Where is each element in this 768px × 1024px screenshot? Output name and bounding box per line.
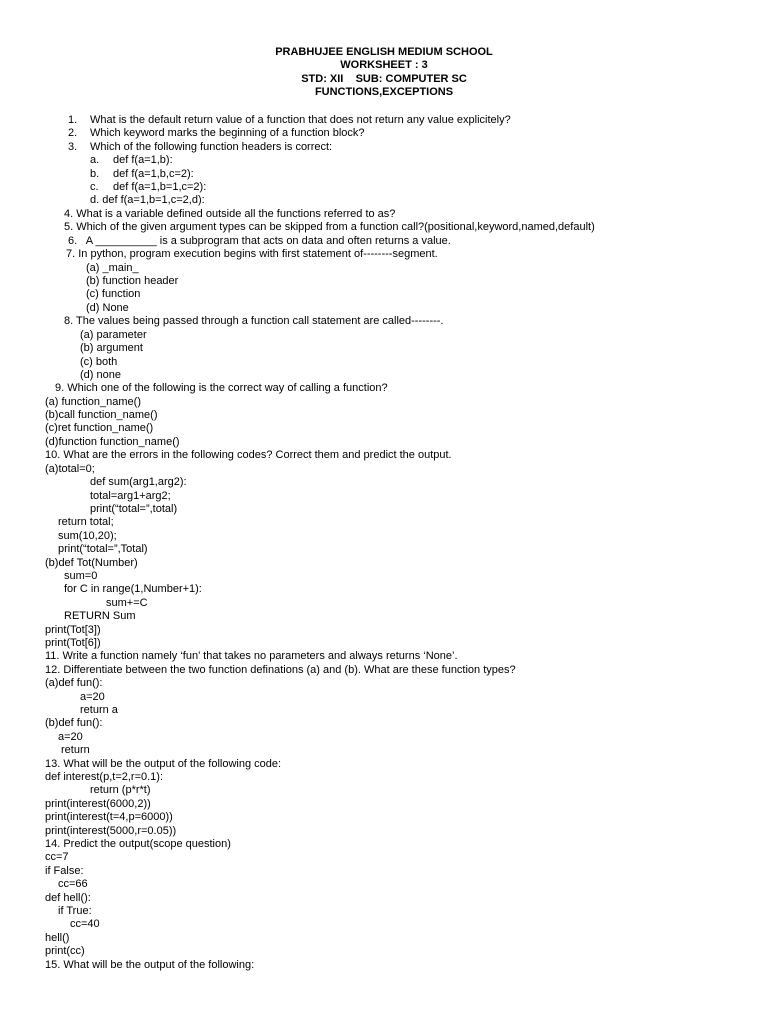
question-text: 13. What will be the output of the following code: [45,758,282,770]
question-text: 4. What is a variable defined outside all the functions referred to as? [64,208,396,220]
option-text: (c) function [86,288,141,300]
question-text: 12. Differentiate between the two function definations (a) and (b). What are these function types? [45,664,516,676]
worksheet-number: WORKSHEET : 3 [340,59,428,71]
code-line: print(cc) [45,945,85,957]
code-line: print(Tot[3]) [45,624,101,636]
question-text: 6. A __________ is a subprogram that acts on data and often returns a value. [68,235,451,247]
code-line: (a)def fun(): [45,677,103,689]
option-text: (d) none [80,369,121,381]
code-line: cc=7 [45,851,69,863]
code-line: def interest(p,t=2,r=0.1): [45,771,164,783]
option-text: def f(a=1,b=1,c=2): [113,181,207,193]
option-text: (a) function_name() [45,396,141,408]
code-line: sum+=C [106,597,148,609]
code-line: if False: [45,865,84,877]
code-line: print(“total=”,total) [90,503,178,515]
option-text: def f(a=1,b,c=2): [113,168,194,180]
question-text: Which of the following function headers is correct: [90,141,333,153]
option-text: (d) None [86,302,129,314]
code-line: return a [80,704,118,716]
question-number: 1. [68,114,78,126]
code-line: print(Tot[6]) [45,637,101,649]
question-text: 11. Write a function namely ‘fun’ that takes no parameters and always returns ‘None’. [45,650,458,662]
code-line: return [61,744,90,756]
option-text: (c) both [80,356,118,368]
code-line: cc=40 [70,918,100,930]
option-text: (b) function header [86,275,179,287]
question-text: 5. Which of the given argument types can be skipped from a function call?(positional,keyword,named,default) [64,221,595,233]
code-line: sum(10,20); [58,530,117,542]
code-line: (a)total=0; [45,463,95,475]
code-line: def sum(arg1,arg2): [90,476,187,488]
question-number: 3. [68,141,78,153]
option-text: (b)call function_name() [45,409,158,421]
code-line: a=20 [58,731,83,743]
code-line: a=20 [80,691,105,703]
question-text: 7. In python, program execution begins with first statement of--------segment. [66,248,438,260]
code-line: for C in range(1,Number+1): [64,583,202,595]
code-line: return total; [58,516,114,528]
question-number: 2. [68,127,78,139]
option-text: def f(a=1,b): [113,154,173,166]
option-text: (d)function function_name() [45,436,180,448]
code-line: def hell(): [45,892,91,904]
option-text: (b) argument [80,342,143,354]
option-text: d. def f(a=1,b=1,c=2,d): [90,194,205,206]
code-line: print(“total=”,Total) [58,543,148,555]
question-text: 9. Which one of the following is the correct way of calling a function? [55,382,388,394]
question-text: 10. What are the errors in the following codes? Correct them and predict the output. [45,449,452,461]
code-line: print(interest(t=4,p=6000)) [45,811,173,823]
option-letter: c. [90,181,99,193]
question-text: 8. The values being passed through a function call statement are called--------. [64,315,444,327]
standard-subject: STD: XII SUB: COMPUTER SC [301,73,467,85]
code-line: return (p*r*t) [90,784,151,796]
question-text: Which keyword marks the beginning of a function block? [90,127,365,139]
code-line: sum=0 [64,570,98,582]
code-line: RETURN Sum [64,610,136,622]
option-text: (a) parameter [80,329,147,341]
question-text: 14. Predict the output(scope question) [45,838,231,850]
code-line: print(interest(5000,r=0.05)) [45,825,177,837]
option-letter: b. [90,168,100,180]
option-text: (a) _main_ [86,262,139,274]
code-line: cc=66 [58,878,88,890]
code-line: total=arg1+arg2; [90,490,171,502]
worksheet-topic: FUNCTIONS,EXCEPTIONS [314,86,454,98]
code-line: if True: [58,905,92,917]
option-letter: a. [90,154,100,166]
question-text: What is the default return value of a function that does not return any value explicitely? [90,114,511,126]
code-line: print(interest(6000,2)) [45,798,151,810]
option-text: (c)ret function_name() [45,422,154,434]
code-line: (b)def fun(): [45,717,103,729]
code-line: (b)def Tot(Number) [45,557,138,569]
code-line: hell() [45,932,70,944]
school-name: PRABHUJEE ENGLISH MEDIUM SCHOOL [275,46,493,58]
question-text: 15. What will be the output of the following: [45,959,255,971]
